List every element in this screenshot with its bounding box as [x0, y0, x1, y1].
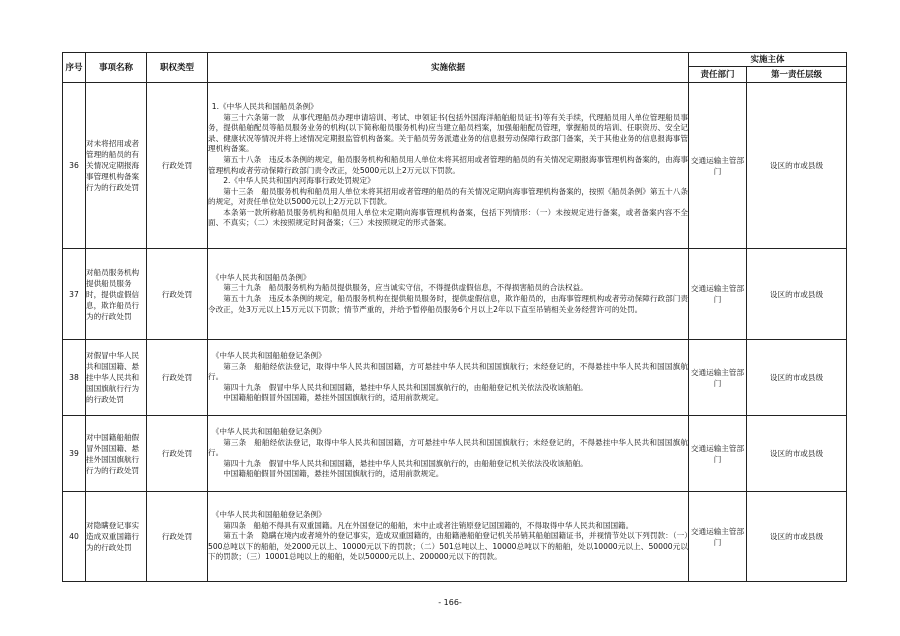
responsible-level: 设区的市或县级 [747, 492, 847, 582]
table-row [63, 492, 847, 582]
responsible-level: 设区的市或县级 [747, 416, 847, 492]
legal-basis [208, 340, 689, 416]
basis-paragraph: 1.《中华人民共和国船员条例》 [211, 101, 318, 111]
basis-paragraph: 《中华人民共和国船员条例》 [211, 272, 311, 282]
authority-type: 行政处罚 [147, 249, 208, 340]
responsible-dept: 交通运输主管部门 [689, 492, 747, 582]
legal-basis [208, 492, 689, 582]
matter-name: 对船员服务机构提供船员服务时，提供虚假信息，欺诈船员行为的行政处罚 [86, 249, 147, 340]
header-subject: 实施主体 [689, 53, 847, 67]
row-number: 37 [63, 249, 86, 340]
basis-paragraph: 第三十九条 船员服务机构为船员提供服务，应当诚实守信，不得提供虚假信息，不得损害船员的合法权益。 [223, 283, 588, 293]
row-number: 38 [63, 340, 86, 416]
authority-type: 行政处罚 [147, 416, 208, 492]
basis-paragraph: 第四十九条 假冒中华人民共和国国籍，悬挂中华人民共和国国旗航行的，由船舶登记机关依法没收该船舶。 [223, 458, 588, 468]
basis-paragraph: 第四条 船舶不得具有双重国籍。凡在外国登记的船舶，未中止或者注销原登记国国籍的，不得取得中华人民共和国国籍。 [223, 520, 634, 530]
responsible-level: 设区的市或县级 [747, 340, 847, 416]
table-body [63, 83, 847, 582]
basis-paragraph: 第五十八条 违反本条例的规定，船员服务机构和船员用人单位未将其招用或者管理的船员的有关情况定期报海事管理机构备案的，由海事管理机构或者劳动保障行政部门责令改正，处5000元以上2万元以下罚款。 [208, 154, 688, 175]
legal-basis [208, 416, 689, 492]
basis-paragraph: 《中华人民共和国船舶登记条例》 [211, 427, 326, 437]
header-name: 事项名称 [86, 53, 147, 83]
header-type: 职权类型 [147, 53, 208, 83]
matter-name: 对隐瞒登记事实造成双重国籍行为的行政处罚 [86, 492, 147, 582]
matter-name: 对假冒中华人民共和国国籍、悬挂中华人民共和国国旗航行行为的行政处罚 [86, 340, 147, 416]
header-no: 序号 [63, 53, 86, 83]
basis-paragraph: 《中华人民共和国船舶登记条例》 [211, 510, 326, 520]
responsible-level: 设区的市或县级 [747, 83, 847, 249]
basis-paragraph: 第五十九条 违反本条例的规定，船员服务机构在提供船员服务时，提供虚假信息，欺诈船员的，由海事管理机构或者劳动保障行政部门责令改正，处3万元以上15万元以下罚款；情节严重的，并给予暂停船员服务6个月以上2年以下直至吊销相关业务经营许可的处罚。 [208, 294, 688, 314]
page-number: - 166- [438, 598, 462, 607]
row-number: 39 [63, 416, 86, 492]
matter-name: 对中国籍船舶假冒外国国籍、悬挂外国国旗航行行为的行政处罚 [86, 416, 147, 492]
table-row [63, 416, 847, 492]
basis-paragraph: 本条第一款所称船员服务机构和船员用人单位未定期向海事管理机构备案，包括下列情形：（一）未按规定进行备案，或者备案内容不全面、不真实；（二）未按照规定时间备案；（三）未按照规定的形式备案。 [208, 207, 688, 228]
row-number: 40 [63, 492, 86, 582]
legal-basis [208, 83, 689, 249]
responsible-dept: 交通运输主管部门 [689, 340, 747, 416]
basis-paragraph: 中国籍船舶假冒外国国籍，悬挂外国国旗航行的，适用前款规定。 [223, 393, 444, 403]
basis-paragraph: 第三条 船舶经依法登记，取得中华人民共和国国籍，方可悬挂中华人民共和国国旗航行；未经登记的，不得悬挂中华人民共和国国旗航行。 [208, 361, 688, 382]
table-row [63, 83, 847, 249]
row-number: 36 [63, 83, 86, 249]
header-dept: 责任部门 [689, 67, 747, 83]
authority-type: 行政处罚 [147, 492, 208, 582]
matter-name: 对未将招用或者管理的船员的有关情况定期报海事管理机构备案行为的行政处罚 [86, 83, 147, 249]
basis-paragraph: 中国籍船舶假冒外国国籍，悬挂外国国旗航行的，适用前款规定。 [223, 469, 444, 479]
basis-paragraph: 第四十九条 假冒中华人民共和国国籍，悬挂中华人民共和国国旗航行的，由船舶登记机关依法没收该船舶。 [223, 382, 588, 392]
header-basis: 实施依据 [208, 53, 689, 83]
authority-type: 行政处罚 [147, 340, 208, 416]
basis-paragraph: 第三条 船舶经依法登记，取得中华人民共和国国籍，方可悬挂中华人民共和国国旗航行；未经登记的，不得悬挂中华人民共和国国旗航行。 [208, 437, 688, 458]
basis-paragraph: 第十三条 船员服务机构和船员用人单位未将其招用或者管理的船员的有关情况定期向海事管理机构备案的，按照《船员条例》第五十八条的规定，对责任单位处以5000元以上2万元以下罚款。 [208, 186, 688, 207]
table-row [63, 340, 847, 416]
matters-table [62, 52, 847, 582]
responsible-dept: 交通运输主管部门 [689, 249, 747, 340]
header-level: 第一责任层级 [747, 67, 847, 83]
responsible-dept: 交通运输主管部门 [689, 416, 747, 492]
legal-basis [208, 249, 689, 340]
basis-paragraph: 《中华人民共和国船舶登记条例》 [211, 351, 326, 361]
responsible-dept: 交通运输主管部门 [689, 83, 747, 249]
table-row [63, 249, 847, 340]
responsible-level: 设区的市或县级 [747, 249, 847, 340]
authority-type: 行政处罚 [147, 83, 208, 249]
basis-paragraph: 第五十条 隐瞒在境内或者境外的登记事实，造成双重国籍的，由船籍港船舶登记机关吊销其船舶国籍证书，并视情节处以下列罚款：（一）500总吨以下的船舶，处2000元以上、10000元以下的罚款；（二）501总吨以上、10000总吨以下的船舶，处以10000元以上、50000元以下的罚款；（三）10001总吨以上的船舶，处以50000元以上、200000元以下的罚款。 [208, 531, 688, 562]
basis-paragraph: 2.《中华人民共和国内河海事行政处罚规定》 [223, 176, 375, 186]
basis-paragraph: 第三十六条第一款 从事代理船员办理申请培训、考试、申领证书(包括外国海洋船舶船员证书)等有关手续，代理船员用人单位管理船员事务，提供船舶配员等船员服务业务的机构(以下简称船员服务机构)应当建立船员档案，加强船舶配员管理，掌握船员的培训、任职资历、安全记录、健康状况等情况并将上述情况定期报监管机构备案。关于船员劳务派遣业务的信息报劳动保障行政部门备案，关于其他业务的信息报海事管理机构备案。 [208, 112, 688, 154]
